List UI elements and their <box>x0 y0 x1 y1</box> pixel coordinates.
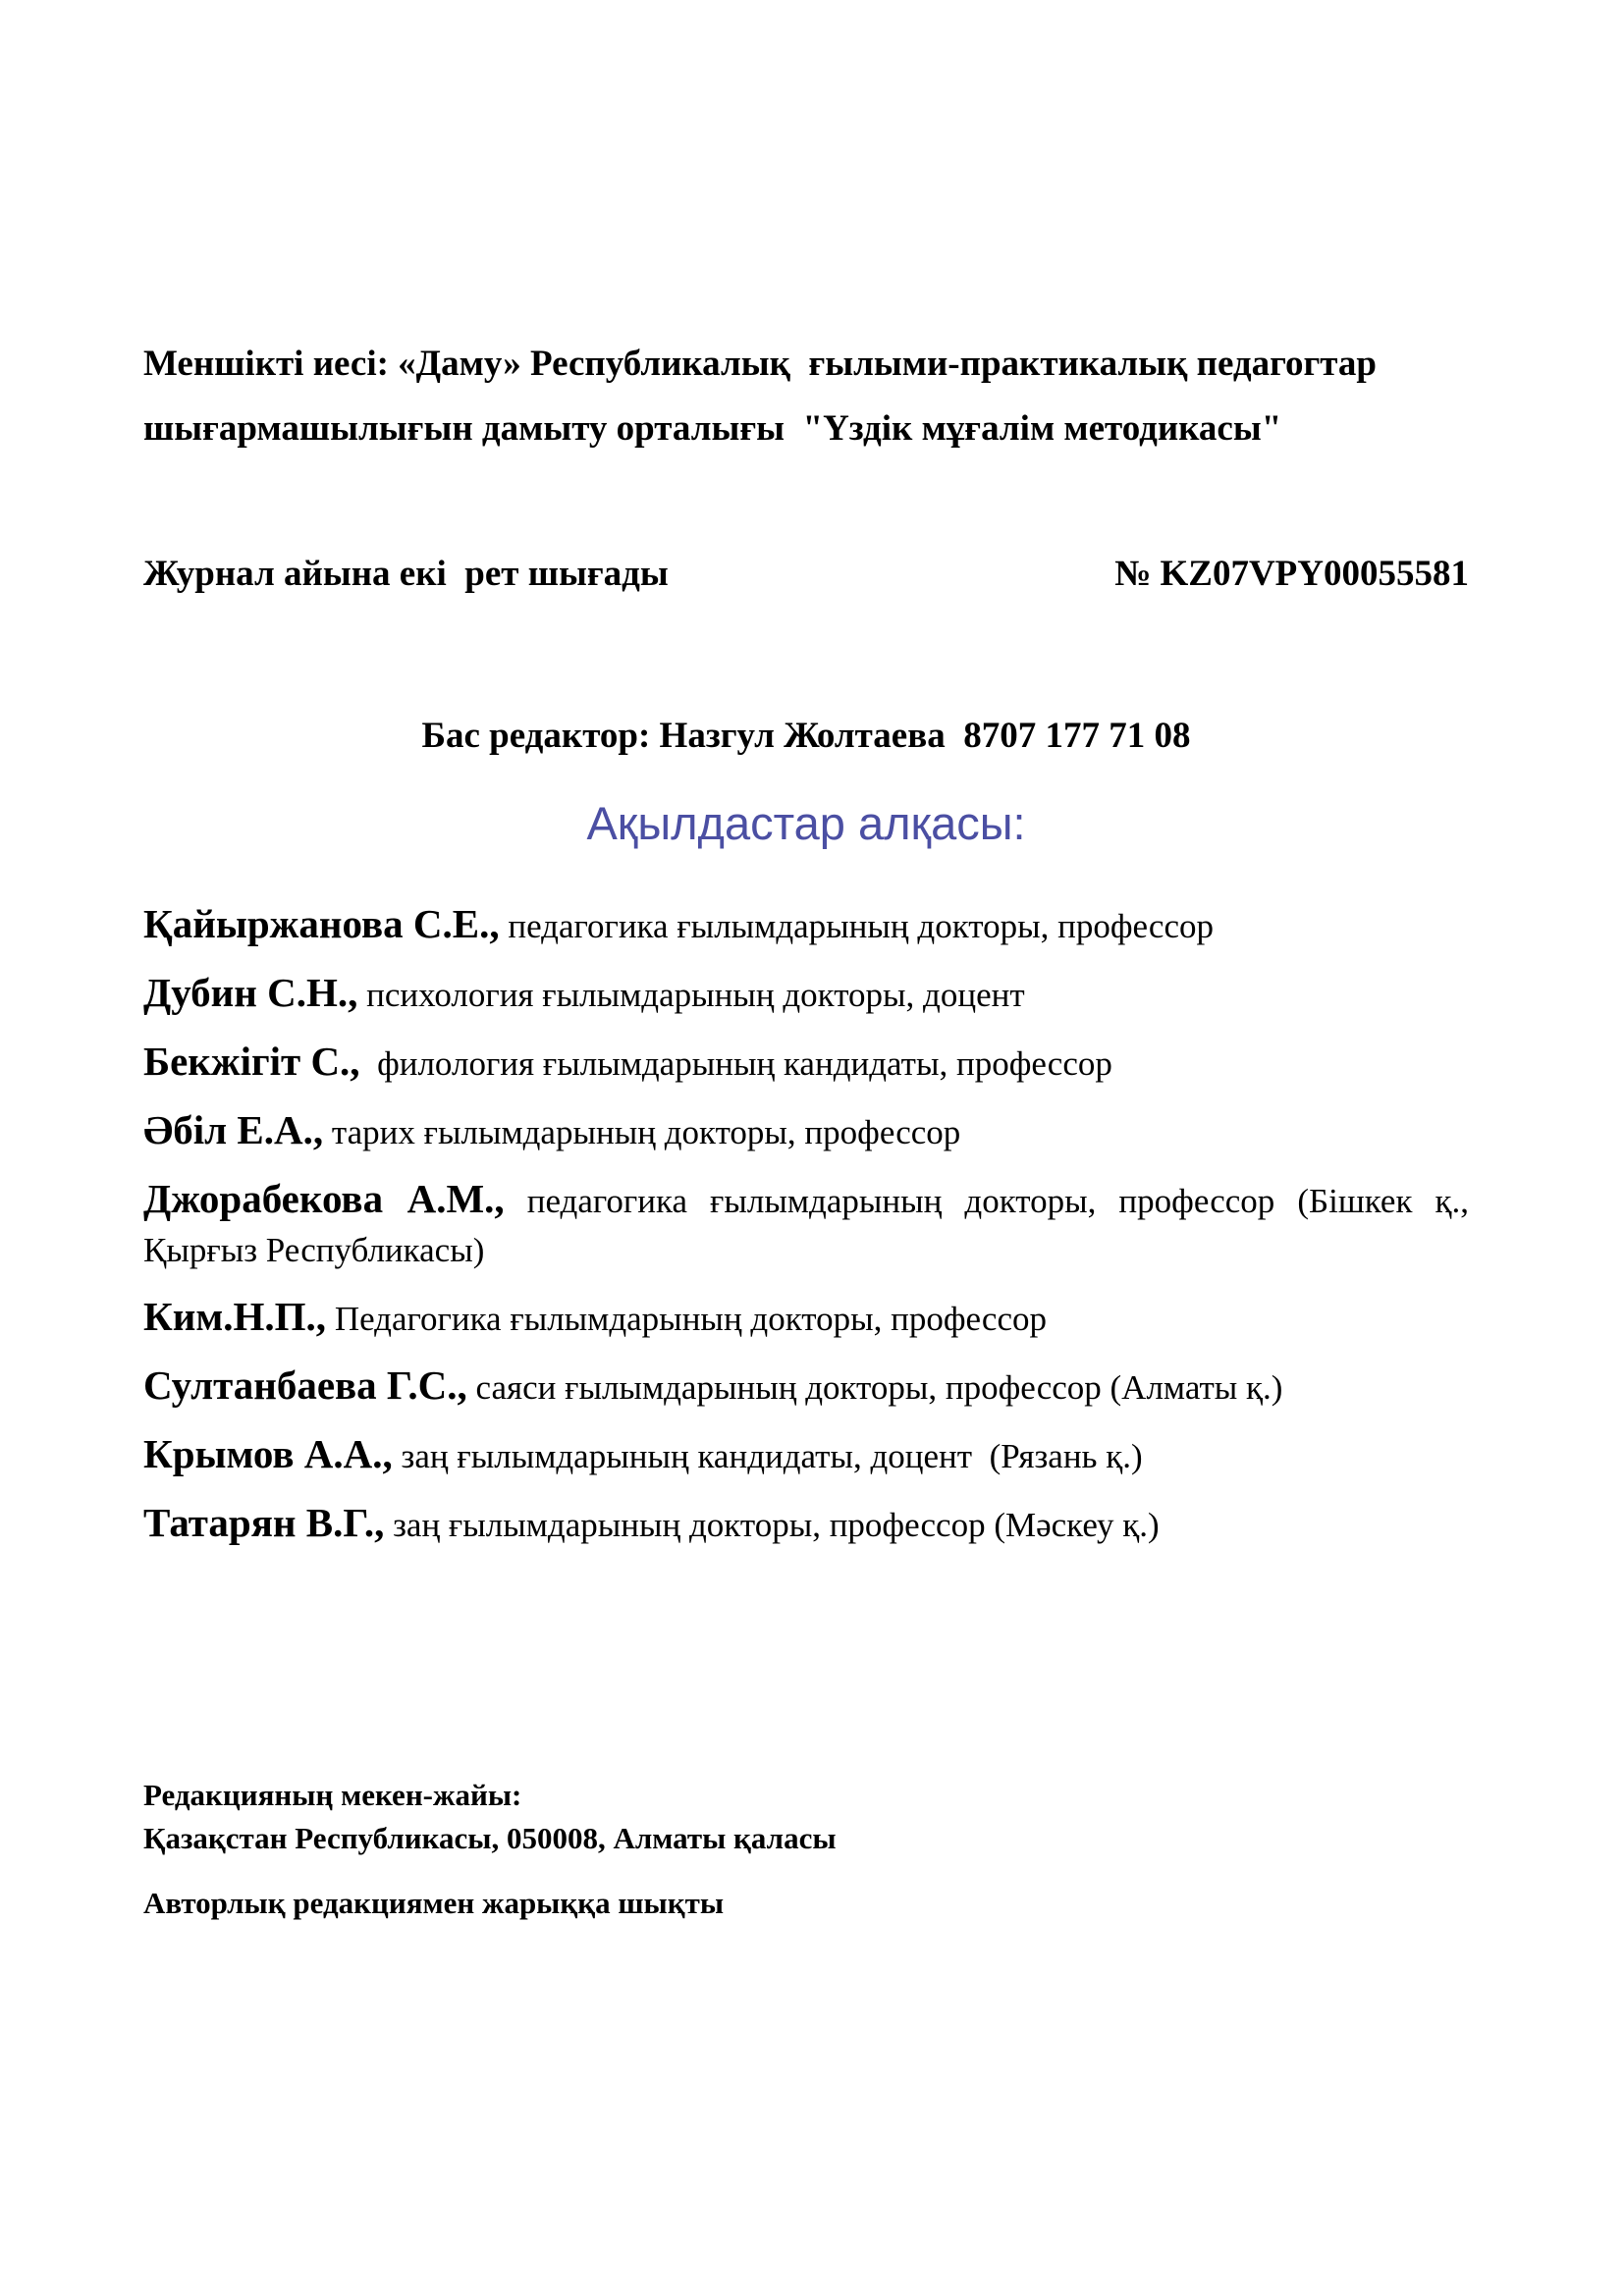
board-member-title: Педагогика ғылымдарының докторы, профессор <box>334 1300 1048 1338</box>
board-member-title: заң ғылымдарының докторы, профессор (Мәскеу қ.) <box>393 1506 1160 1544</box>
chief-editor-line: Бас редактор: Назгул Жолтаева 8707 177 71 08 <box>421 716 1191 756</box>
board-member-name: Бекжігіт С., <box>143 1039 360 1084</box>
board-member <box>143 1429 1469 1481</box>
frequency-statement: Журнал айына екі рет шығады <box>143 554 669 594</box>
board-member-name: Султанбаева Г.С., <box>143 1362 467 1408</box>
board-member-name: Джорабекова А.М., <box>143 1176 505 1221</box>
board-member <box>143 1037 1469 1089</box>
registration-number: № KZ07VPY00055581 <box>1114 554 1469 594</box>
board-member-title: психология ғылымдарының докторы, доцент <box>366 976 1025 1014</box>
board-member-title: педагогика ғылымдарының докторы, профессор (Бішкек қ., Қырғыз Республикасы) <box>143 1182 1470 1269</box>
board-member <box>143 1361 1469 1413</box>
board-member <box>143 1292 1469 1344</box>
advisory-board-list <box>143 899 1469 1550</box>
board-member-name: Әбіл Е.А., <box>143 1107 324 1152</box>
frequency-row <box>143 552 1469 596</box>
board-member-title: филология ғылымдарының кандидаты, профессор <box>368 1044 1112 1083</box>
editorial-address-block <box>143 1774 1469 1860</box>
board-member <box>143 968 1469 1020</box>
board-member <box>143 1498 1469 1550</box>
address-label: Редакцияның мекен-жайы: <box>143 1778 522 1812</box>
owner-statement: Меншікті иесі: «Даму» Республикалық ғылыми-практикалық педагогтар шығармашылығын дамыту орталығы "Үздік мұғалім методикасы" <box>143 344 1377 449</box>
board-member-name: Қайыржанова С.Е., <box>143 901 500 946</box>
board-member-title: саяси ғылымдарының докторы, профессор (Алматы қ.) <box>475 1368 1283 1407</box>
board-member <box>143 899 1469 951</box>
publish-note: Авторлық редакциямен жарыққа шықты <box>143 1886 725 1920</box>
board-member <box>143 1105 1469 1157</box>
board-member <box>143 1174 1469 1275</box>
address-value: Қазақстан Республикасы, 050008, Алматы қаласы <box>143 1821 837 1855</box>
board-member-name: Ким.Н.П., <box>143 1294 327 1339</box>
board-member-name: Татарян В.Г., <box>143 1500 385 1545</box>
board-member-title: тарих ғылымдарының докторы, профессор <box>331 1113 961 1151</box>
board-member-title: педагогика ғылымдарының докторы, профессор <box>508 907 1214 945</box>
advisory-board-heading: Ақылдастар алқасы: <box>586 797 1026 849</box>
board-member-title: заң ғылымдарының кандидаты, доцент (Рязань қ.) <box>401 1437 1143 1475</box>
board-member-name: Крымов А.А., <box>143 1431 393 1476</box>
board-member-name: Дубин С.Н., <box>143 970 358 1015</box>
